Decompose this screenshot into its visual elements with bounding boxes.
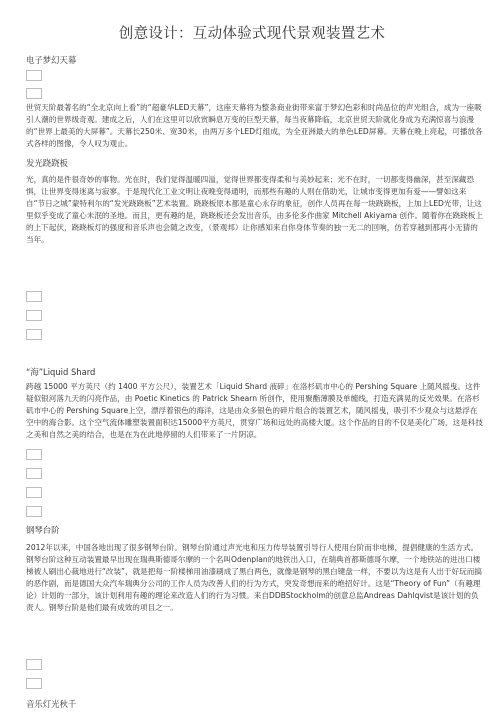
- section-heading-electronic-sky: 电子梦幻天幕: [26, 55, 77, 65]
- image-placeholder: [26, 329, 42, 340]
- section-body-piano-stairs: 2012年以来，中国各地出现了很多钢琴台阶。钢琴台阶通过声光电和压力传导装置引导行人使用台阶而非电梯，提倡健康的生活方式。钢琴台阶这种互动装置最早出现在瑞典斯德哥尔摩的一个名叫Odenplan的地铁出入口，在瑞典首都斯德哥尔摩，一个地铁站的进出口楼梯被人刷出心裁地进行“改装”，就是把每一阶楼梯用油漆刷成了黑白两色，就像是钢琴的黑白键盘一样，不要以为这是有人出于好玩而搞的恶作剧，而是德国大众汽车瑞典分公司的工作人员为改善人们的行为方式，突发奇想而来的绝招好计。这是“Theory of Fun”（有趣理论）计划的一部分，该计划利用有趣的理论来改造人们的行为习惯。来自DDBStockholm的创意总监Andreas Dahlqvist是该计划的负责人。钢琴台阶是他们最有成效的项目之一。: [26, 543, 482, 612]
- section-heading-piano-stairs: 钢琴台阶: [26, 525, 60, 535]
- section-body-liquid-shard: 跨越 15000 平方英尺（约 1400 平方公尺），装置艺术「Liquid Shard 液碎」在洛杉矶市中心的 Pershing Square 上随风摇曳。这件疑似银河落九天的闪亮作品，由 Poetic Kinetics 的 Patrick Shearn 所创作，使用聚酯薄膜及单缠线，打造充满晃的反光效果。在洛杉矶市中心的 Pershing Square上空，漂浮着银色的海洋，这是由众多银色的碎片组合的装置艺术，随风摇曳，吸引不少观众与这悬浮在空中的海合影。这个空气流体雕塑装置面积达15000平方英尺，贯穿广场和远处的高楼大厦。这个作品的目的不仅是美化广场，这是科技之美和自然之美的结合，也是在为在此地停留的人们带来了一片阴凉。: [26, 382, 483, 439]
- image-placeholder: [26, 659, 42, 670]
- image-placeholder: [26, 88, 42, 99]
- image-placeholder: [26, 678, 42, 689]
- section-body-electronic-sky: 世贸天阶最著名的“全北京向上看”的“超豪华LED天幕”，这座天幕将为整条商业街带来富于梦幻色彩和时尚品位的声光组合，成为一座吸引人潮的世界级奇观。建成之后，人们在这里可以欣赏瞬息万变的巨型天幕，每当夜幕降临，北京世贸天阶就化身成为充满惊喜与浪漫的“世界上最美的大屏幕”。天幕长250米、宽30米，由两万多个LED灯组成，为全亚洲最大的单色LED屏幕。天幕在晚上亮起，可播放各式各样的图像，令人叹为观止。: [26, 103, 483, 148]
- image-placeholder: [26, 310, 42, 321]
- image-placeholder: [26, 506, 42, 517]
- section-heading-liquid-shard: “海”Liquid Shard: [26, 367, 96, 377]
- image-placeholder: [26, 468, 42, 479]
- page-title: 创意设计：互动体验式现代景观装置艺术: [118, 26, 386, 42]
- section-heading-music-light-swing: 音乐灯光秋千: [26, 699, 77, 709]
- section-heading-glowing-seesaw: 发光跷跷板: [26, 158, 68, 168]
- image-placeholder: [26, 70, 42, 81]
- image-placeholder: [26, 291, 42, 302]
- section-body-glowing-seesaw: 光，真的是件很奇妙的事物。光在时，我们觉得温暖四溢，觉得世界都变得柔和与美妙起来；光不在时，一切都变得幽深，甚至深藏恐惧，让世界变得迷离与寂寥。于是现代化工业文明让夜晚变得通明，而那些有趣的人则在借助光，让城市变得更加有爱——譬如这来自“节日之城”蒙特利尔的“发光跷跷板”艺术装置。跷跷板原本都是童心永存的象征，创作人员再在每一块跷跷板，上加上LED光带，让这里似乎变成了童心未泯的圣地。而且，更有趣的是，跷跷板还会发出音乐，由多伦多作曲家 Mitchell Akiyama 创作。随着你在跷跷板上的上下起伏，跷跷板灯的强度和音乐声也会随之改变，（景观邦）让你感知来自你身体节奏的独一无二的回响，仿若穿越到那再小无猜的当年。: [26, 175, 483, 244]
- image-placeholder: [26, 487, 42, 498]
- image-placeholder: [26, 449, 42, 460]
